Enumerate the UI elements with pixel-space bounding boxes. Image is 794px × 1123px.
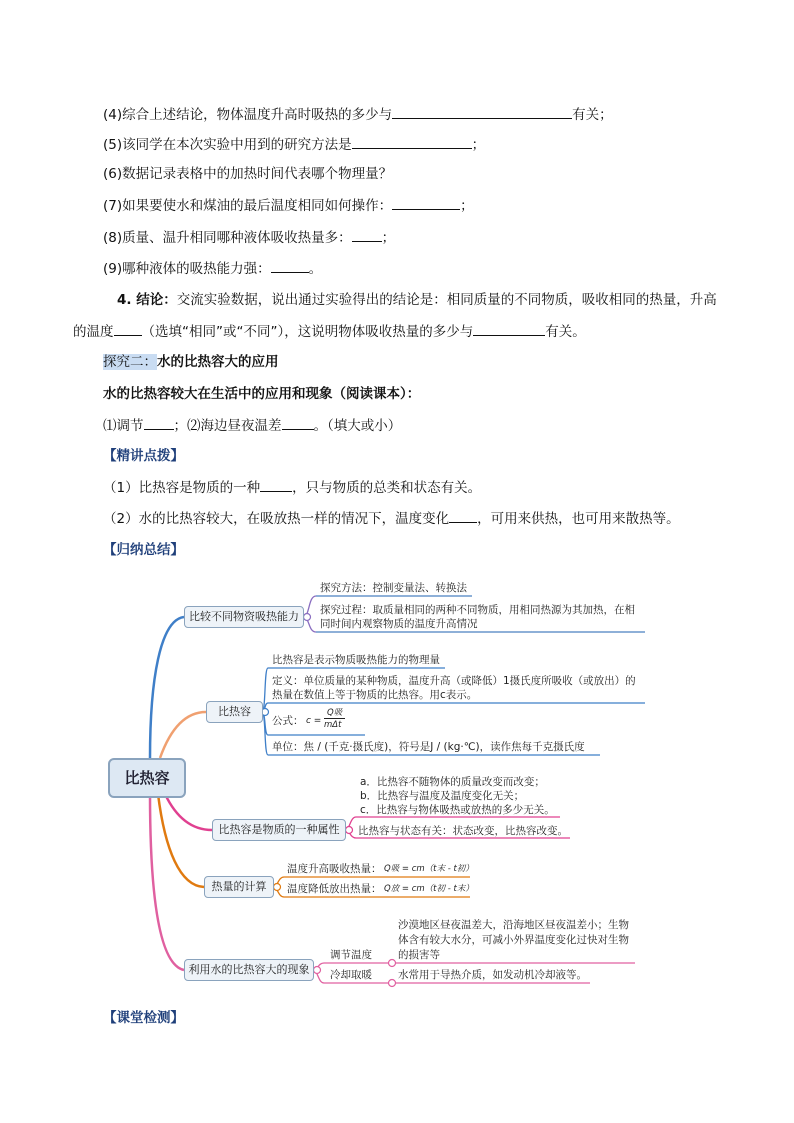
joint-marker <box>314 967 321 974</box>
branch-3-point-b: b．比热容与温度及温度变化无关； <box>360 790 525 802</box>
branch-specific-heat[interactable]: 比热容 <box>206 701 263 723</box>
question-7-text: (7)如果要使水和煤油的最后温度相同如何操作： <box>103 198 393 214</box>
explore-two-title: 水的比热容大的应用 <box>157 354 279 370</box>
branch-1-process-b: 同时间内观察物质的温度升高情况 <box>320 618 478 630</box>
question-5-suffix: ； <box>471 137 486 153</box>
branch-2-unit: 单位：焦 / (千克·摄氏度)，符号是J / (kg·℃)，读作焦每千克摄氏度 <box>272 741 585 753</box>
branch-5-adjust-c: 的损害等 <box>398 949 440 961</box>
jingjiang-text: ，只与物质的总类和状态有关。 <box>292 480 482 496</box>
conclusion-label: 4. 结论： <box>117 292 177 308</box>
joint-marker <box>274 884 281 891</box>
branch-compare-absorption[interactable]: 比较不同物资吸热能力 <box>184 606 304 628</box>
connector-branch-3 <box>165 794 212 830</box>
check-heading: 【课堂检测】 <box>103 1010 184 1026</box>
branch-3-state: 比热容与状态有关：状态改变，比热容改变。 <box>358 825 568 837</box>
branch-5-adjust-a: 沙漠地区昼夜温差大，沿海地区昼夜温差小；生物 <box>398 919 629 931</box>
question-7-suffix: ； <box>460 198 474 214</box>
question-5-text: (5)该同学在本次实验中用到的研究方法是 <box>103 137 352 153</box>
explore-two-prefix: 探究二： <box>103 354 157 370</box>
branch-3-point-c: c．比热容与物体吸热或放热的多少无关。 <box>360 804 555 816</box>
jingjiang-text: （2）水的比热容较大，在吸放热一样的情况下，温度变化 <box>103 511 450 527</box>
question-4-text: (4)综合上述结论，物体温度升高时吸热的多少与 <box>103 107 393 123</box>
question-4-suffix: 有关； <box>572 107 613 123</box>
joint-marker <box>389 960 396 967</box>
joint-marker <box>389 980 396 987</box>
conclusion-text: 的温度 <box>73 324 114 340</box>
branch-5-adjust-temperature: 调节温度 <box>330 949 372 961</box>
branch-1-process-a: 探究过程：取质量相同的两种不同物质，用相同热源为其加热，在相 <box>320 604 635 616</box>
branch-3-point-a: a．比热容不随物体的质量改变而改变； <box>360 776 545 788</box>
branch-4-absorb-label: 温度升高吸收热量： <box>287 863 382 875</box>
branch-5-cooling-heating: 冷却取暖 <box>330 969 372 981</box>
branch-applications[interactable]: 利用水的比热容大的现象 <box>184 959 314 981</box>
connector-branch-2 <box>160 712 206 758</box>
branch-2-meaning: 比热容是表示物质吸热能力的物理量 <box>272 654 440 666</box>
branch-4-release-formula: Q放 = cm（t初 - t末） <box>384 884 474 894</box>
branch-2-formula-lhs: c = <box>306 716 322 726</box>
branch-2-formula-denominator: mΔt <box>324 720 342 730</box>
question-9-suffix: 。 <box>308 261 323 277</box>
jingjiang-text: ，可用来供热，也可用来散热等。 <box>477 511 680 527</box>
joint-marker <box>304 614 311 621</box>
branch-5-cooling-a: 水常用于导热介质，如发动机冷却液等。 <box>398 969 587 981</box>
connector-branch-4 <box>158 794 204 887</box>
branch-2-definition-a: 定义：单位质量的某种物质，温度升高（或降低）1摄氏度所吸收（或放出）的 <box>272 675 636 687</box>
connector-branch-1 <box>150 617 184 758</box>
conclusion-text: （选填“相同”或“不同”），这说明物体吸收热量的多少与 <box>141 324 474 340</box>
conclusion-text: 交流实验数据，说出通过实验得出的结论是：相同质量的不同物质，吸收相同的热量，升高 <box>176 292 717 308</box>
applications-text: ；⑵海边昼夜温差 <box>173 418 282 434</box>
branch-2-definition-b: 热量在数值上等于物质的比热容。用c表示。 <box>272 689 478 701</box>
branch-4-release-label: 温度降低放出热量： <box>287 883 382 895</box>
question-6-text: (6)数据记录表格中的加热时间代表哪个物理量？ <box>103 166 393 182</box>
applications-text: ⑴调节 <box>103 418 144 434</box>
applications-text: 。（填大或小） <box>313 418 402 434</box>
applications-heading: 水的比热容较大在生活中的应用和现象（阅读课本）： <box>103 386 421 402</box>
conclusion-text: 有关。 <box>545 324 586 340</box>
branch-1-method: 探究方法：控制变量法、转换法 <box>320 582 467 594</box>
branch-2-formula-label: 公式： <box>272 715 304 727</box>
branch-2-formula-numerator: Q吸 <box>324 708 345 719</box>
connector-branch-5 <box>150 794 184 970</box>
question-9-text: (9)哪种液体的吸热能力强： <box>103 261 271 277</box>
summary-heading: 【归纳总结】 <box>103 542 184 558</box>
branch-4-absorb-formula: Q吸 = cm（t末 - t初） <box>384 864 474 874</box>
branch-property[interactable]: 比热容是物质的一种属性 <box>212 819 346 841</box>
question-8-suffix: ； <box>381 230 396 246</box>
branch-heat-calculation[interactable]: 热量的计算 <box>204 876 274 898</box>
branch-5-adjust-b: 体含有较大水分，可减小外界温度变化过快对生物 <box>398 934 629 946</box>
question-8-text: (8)质量、温升相同哪种液体吸收热量多： <box>103 230 352 246</box>
jingjiang-text: （1）比热容是物质的一种 <box>103 480 261 496</box>
mindmap-root[interactable]: 比热容 <box>108 758 186 798</box>
jingjiang-heading: 【精讲点拨】 <box>103 448 184 464</box>
joint-marker <box>346 827 353 834</box>
